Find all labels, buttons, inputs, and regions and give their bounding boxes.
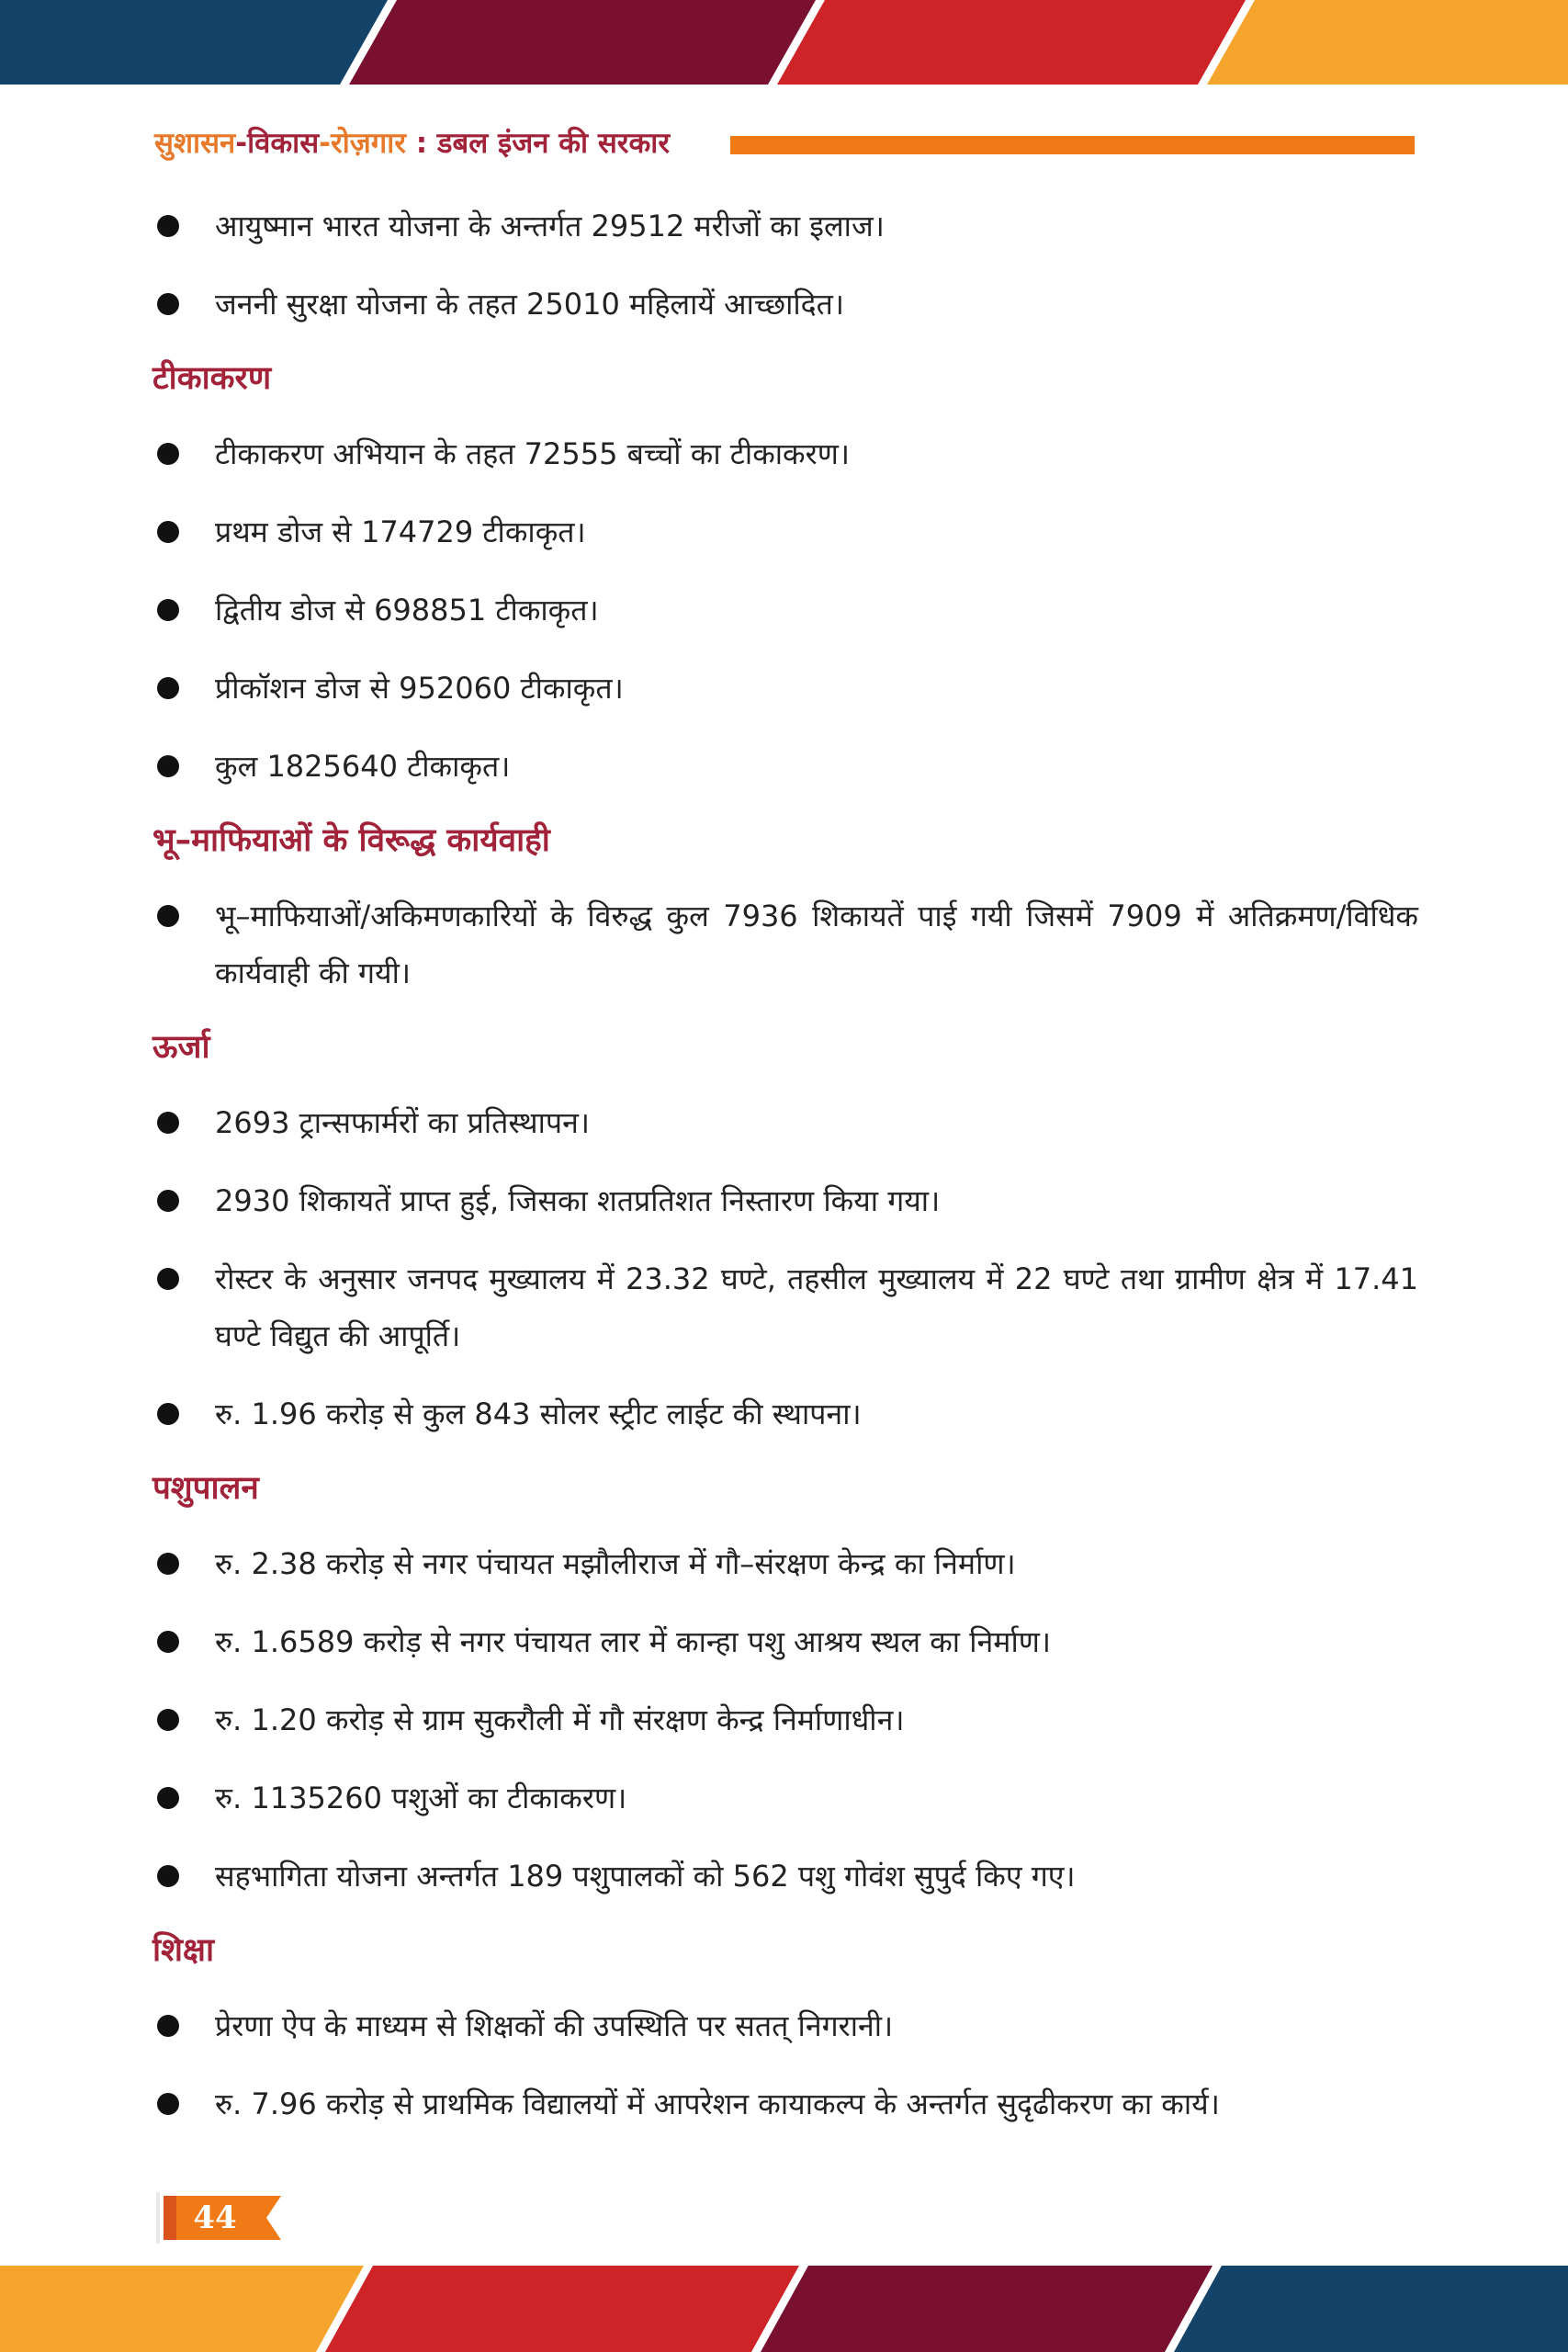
list-item-text: प्रथम डोज से 174729 टीकाकृत। — [215, 514, 586, 549]
bullet-icon — [157, 755, 179, 777]
list-item-text: द्वितीय डोज से 698851 टीकाकृत। — [215, 593, 599, 628]
bullet-icon — [157, 1112, 179, 1134]
header-title-part-2: - — [235, 127, 248, 160]
bullet-icon — [157, 1403, 179, 1425]
header-title-part-1: सुशासन — [154, 127, 236, 160]
bullet-icon — [157, 1787, 179, 1809]
page-header — [154, 121, 1415, 167]
bullet-icon — [157, 1190, 179, 1212]
bullet-icon — [157, 2015, 179, 2037]
header-title-part-6: : डबल इंजन की सरकार — [405, 127, 671, 160]
bullet-icon — [157, 443, 179, 465]
list-item — [152, 1770, 1418, 1826]
list-item-text: जननी सुरक्षा योजना के तहत 25010 महिलायें आच्छादित। — [215, 287, 845, 322]
list-item — [152, 425, 1418, 482]
page-content — [152, 198, 1418, 2154]
bullet-icon — [157, 293, 179, 315]
bullet-icon — [157, 521, 179, 543]
bullet-icon — [157, 1709, 179, 1731]
list-item-text: प्रीकॉशन डोज से 952060 टीकाकृत। — [215, 671, 624, 706]
list-item-text: रु. 1.20 करोड़ से ग्राम सुकरौली में गौ संरक्षण केन्द्र निर्माणाधीन। — [215, 1702, 905, 1737]
list-item-text: कुल 1825640 टीकाकृत। — [215, 749, 511, 784]
list-item — [152, 1691, 1418, 1748]
bullet-icon — [157, 677, 179, 699]
section-heading-land-mafia: भू–माफियाओं के विरूद्ध कार्यवाही — [152, 822, 550, 859]
list-item-text: टीकाकरण अभियान के तहत 72555 बच्चों का टीकाकरण। — [215, 436, 850, 471]
list-item — [152, 660, 1418, 717]
bullet-icon — [157, 1865, 179, 1887]
page-number-tag — [156, 2190, 285, 2245]
list-item-text: 2693 ट्रान्सफार्मरों का प्रतिस्थापन। — [215, 1105, 590, 1140]
list-item-text: प्रेरणा ऐप के माध्यम से शिक्षकों की उपस्थिति पर सतत् निगरानी। — [215, 2008, 894, 2043]
header-title-part-4: - — [319, 127, 332, 160]
list-item — [152, 888, 1418, 1001]
bullet-icon — [157, 2093, 179, 2115]
list-item-text: रु. 2.38 करोड़ से नगर पंचायत मझौलीराज में गौ–संरक्षण केन्द्र का निर्माण। — [215, 1546, 1016, 1581]
bullet-icon — [157, 215, 179, 237]
list-item-text: रु. 7.96 करोड़ से प्राथमिक विद्यालयों में आपरेशन कायाकल्प के अन्तर्गत सुदृढीकरण का कार्य। — [215, 2086, 1220, 2121]
list-item — [152, 1848, 1418, 1905]
list-item — [152, 1250, 1418, 1364]
list-item — [152, 276, 1418, 333]
header-title-part-3: विकास — [247, 127, 320, 160]
bullet-icon — [157, 1553, 179, 1575]
list-item-text: 2930 शिकायतें प्राप्त हुई, जिसका शतप्रतिशत निस्तारण किया गया। — [215, 1183, 941, 1218]
list-item — [152, 1535, 1418, 1592]
list-item — [152, 582, 1418, 639]
bullet-icon — [157, 1268, 179, 1290]
list-item-text: भू–माफियाओं/अकिमणकारियों के विरुद्ध कुल 7936 शिकायतें पाई गयी जिसमें 7909 में अतिक्रमण/विधिक कार्यवाही की गयी। — [215, 899, 1418, 990]
section-heading-vaccination: टीकाकरण — [152, 360, 272, 397]
bullet-icon — [157, 905, 179, 927]
header-rule — [730, 136, 1415, 154]
list-item-text: सहभागिता योजना अन्तर्गत 189 पशुपालकों को 562 पशु गोवंश सुपुर्द किए गए। — [215, 1859, 1076, 1894]
list-item-text: रु. 1135260 पशुओं का टीकाकरण। — [215, 1781, 627, 1815]
list-item — [152, 1172, 1418, 1229]
list-item-text: आयुष्मान भारत योजना के अन्तर्गत 29512 मरीजों का इलाज। — [215, 209, 885, 243]
list-item — [152, 503, 1418, 560]
bottom-decorative-band — [0, 2266, 1568, 2352]
section-heading-animal-husbandry: पशुपालन — [152, 1470, 259, 1507]
list-item — [152, 198, 1418, 254]
section-heading-education: शिक्षा — [152, 1932, 215, 1969]
list-item — [152, 1385, 1418, 1442]
page-number: 44 — [193, 2199, 237, 2236]
list-item — [152, 1997, 1418, 2054]
header-title — [154, 123, 670, 162]
section-heading-energy: ऊर्जा — [152, 1029, 210, 1066]
list-item — [152, 1094, 1418, 1151]
list-item-text: रु. 1.96 करोड़ से कुल 843 सोलर स्ट्रीट लाईट की स्थापना। — [215, 1396, 862, 1431]
bullet-icon — [157, 599, 179, 621]
list-item-text: रोस्टर के अनुसार जनपद मुख्यालय में 23.32 घण्टे, तहसील मुख्यालय में 22 घण्टे तथा ग्रामीण क्षेत्र में 17.41 घण्टे विद्युत की आपूर्ति। — [215, 1261, 1418, 1353]
list-item — [152, 2075, 1418, 2132]
list-item — [152, 738, 1418, 795]
bullet-icon — [157, 1631, 179, 1653]
list-item — [152, 1613, 1418, 1670]
header-title-part-5: रोज़गार — [331, 127, 406, 160]
list-item-text: रु. 1.6589 करोड़ से नगर पंचायत लार में कान्हा पशु आश्रय स्थल का निर्माण। — [215, 1624, 1051, 1659]
top-decorative-band — [0, 0, 1568, 85]
